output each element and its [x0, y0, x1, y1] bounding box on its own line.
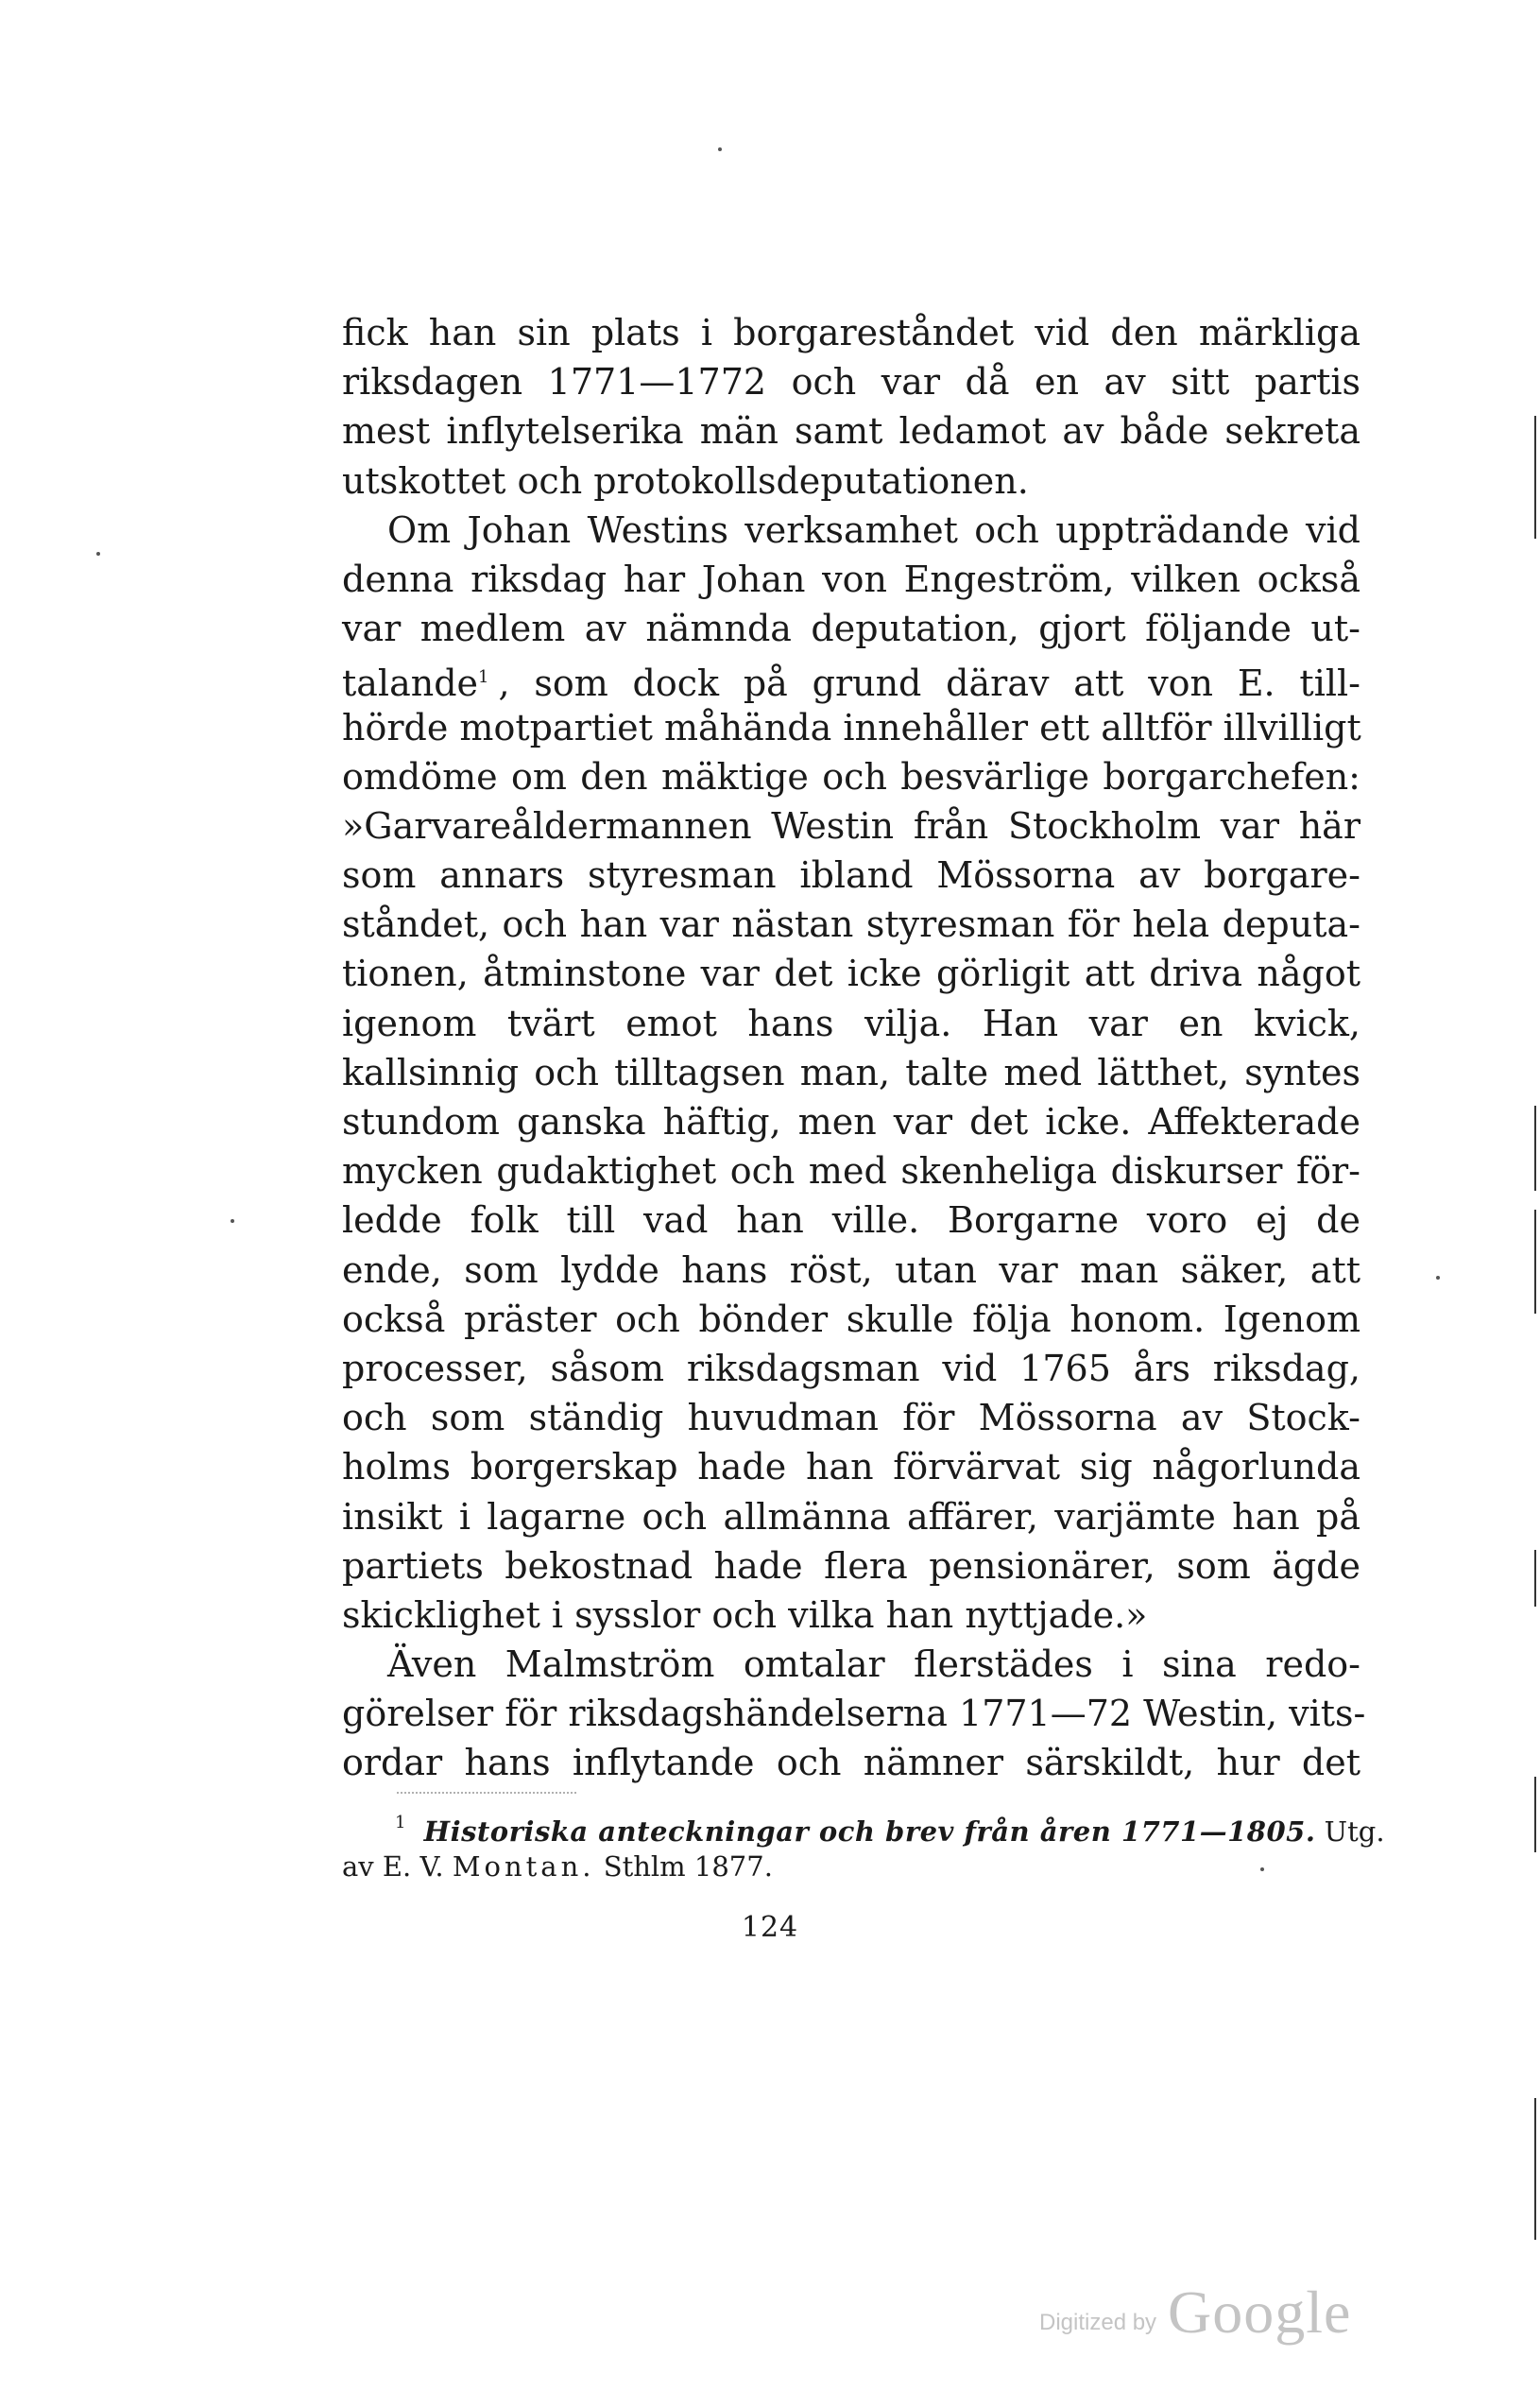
text-line: mest inflytelserika män samt ledamot av både sekreta — [342, 410, 1360, 453]
text-line-with-footnote-ref — [342, 653, 1360, 705]
footnote-marker: 1 — [395, 1813, 406, 1832]
scan-edge-mark — [1534, 1106, 1536, 1191]
text-line: ledde folk till vad han ville. Borgarne voro ej de — [342, 1199, 1360, 1242]
scan-speck — [1260, 1867, 1264, 1871]
text-line: mycken gudaktighet och med skenheliga diskurser för- — [342, 1150, 1360, 1193]
text-line: också präster och bönder skulle följa honom. Igenom — [342, 1298, 1360, 1340]
text-line: som annars styresman ibland Mössorna av borgare- — [342, 854, 1360, 897]
text-fragment: talande — [342, 662, 479, 705]
footnote-reference: 1 — [478, 667, 489, 688]
scan-edge-mark — [1534, 416, 1536, 539]
footnote-line — [342, 1845, 1360, 1888]
scan-edge-mark — [1534, 1550, 1536, 1607]
text-line: fick han sin plats i borgareståndet vid den märkliga — [342, 312, 1360, 353]
scan-speck — [231, 1219, 234, 1223]
footnote-prefix: av E. V. — [342, 1850, 444, 1883]
google-logo: Google — [1168, 2279, 1352, 2346]
text-line: skicklighet i sysslor och vilka han nyttjade.» — [342, 1593, 1148, 1636]
text-line: riksdagen 1771—1772 och var då en av sitt partis — [342, 361, 1360, 404]
text-line: stundom ganska häftig, men var det icke. Affekterade — [342, 1101, 1360, 1143]
footnote-title: Historiska anteckningar och brev från åren 1771—1805. — [423, 1815, 1316, 1848]
body-text — [342, 308, 1366, 1788]
text-line: och som ständig huvudman för Mössorna av Stock- — [342, 1397, 1360, 1439]
scan-edge-mark — [1534, 2098, 1536, 2240]
text-line: ende, som lydde hans röst, utan var man säker, att — [342, 1248, 1360, 1291]
text-line: var medlem av nämnda deputation, gjort följande ut- — [342, 608, 1360, 650]
footnote-divider — [397, 1792, 576, 1794]
footnote-author: Montan. — [452, 1850, 595, 1883]
digitized-watermark — [1039, 2278, 1351, 2353]
text-line: ordar hans inflytande och nämner särskildt, hur det — [342, 1742, 1360, 1784]
text-line: görelser för riksdagshändelserna 1771—72 Westin, vits- — [342, 1693, 1366, 1735]
text-line: utskottet och protokollsdeputationen. — [342, 459, 1029, 502]
scan-edge-mark — [1534, 1777, 1536, 1852]
text-line: processer, såsom riksdagsman vid 1765 års riksdag, — [342, 1347, 1360, 1389]
text-line: hörde motpartiet måhända innehåller ett alltför illvilligt — [342, 706, 1361, 748]
footnote-utg: Utg. — [1324, 1815, 1385, 1848]
text-line: holms borgerskap hade han förvärvat sig någorlunda — [342, 1446, 1360, 1488]
scan-edge-mark — [1534, 1210, 1536, 1314]
text-fragment: , som dock på grund därav att von E. till- — [498, 662, 1360, 705]
text-line: partiets bekostnad hade flera pensionärer, som ägde — [342, 1544, 1360, 1587]
text-line: ståndet, och han var nästan styresman för hela deputa- — [342, 903, 1360, 946]
text-line: insikt i lagarne och allmänna affärer, varjämte han på — [342, 1495, 1360, 1538]
text-line: tionen, åtminstone var det icke görligit att driva något — [342, 953, 1360, 995]
footnote-line — [342, 1801, 1385, 1848]
watermark-prefix: Digitized by — [1039, 2310, 1157, 2335]
text-line: denna riksdag har Johan von Engeström, vilken också — [342, 558, 1360, 600]
footnote-place: Sthlm 1877. — [603, 1850, 773, 1883]
scan-speck — [1436, 1276, 1440, 1280]
page-number: 124 — [741, 1911, 799, 1944]
scan-speck — [718, 147, 722, 151]
text-line: igenom tvärt emot hans vilja. Han var en kvick, — [342, 1002, 1360, 1044]
text-line: »Garvareåldermannen Westin från Stockholm var här — [342, 804, 1360, 847]
text-line: Även Malmström omtalar flerstädes i sina redo- — [387, 1643, 1360, 1686]
footnote — [342, 1801, 1385, 1888]
text-line: kallsinnig och tilltagsen man, talte med lätthet, syntes — [342, 1051, 1360, 1093]
text-line: Om Johan Westins verksamhet och uppträdande vid — [387, 508, 1360, 551]
text-line: omdöme om den mäktige och besvärlige borgarchefen: — [342, 755, 1360, 798]
scan-speck — [96, 552, 100, 556]
